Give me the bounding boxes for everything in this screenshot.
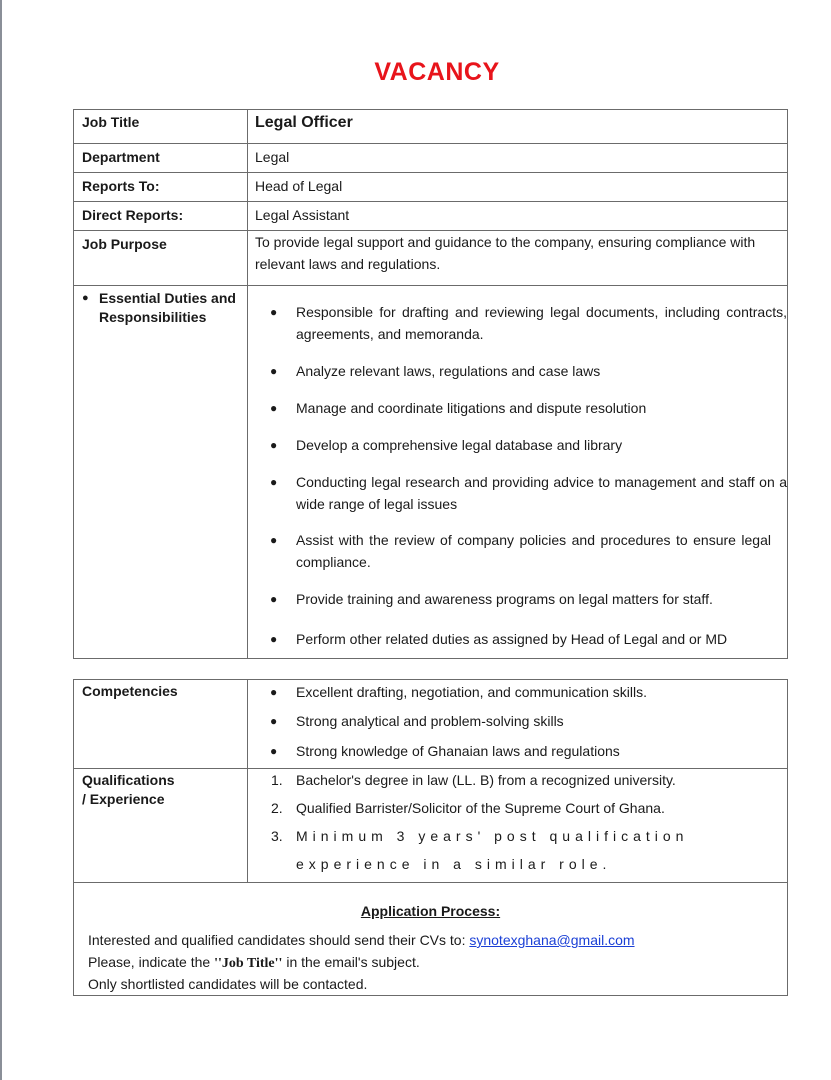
duty-text: Conducting legal research and providing advice to management and staff on a wide range of legal issues — [296, 474, 787, 512]
duty-text: Provide training and awareness programs on legal matters for staff. — [296, 591, 713, 607]
item-number: 2. — [271, 800, 283, 816]
qualification-text: Bachelor's degree in law (LL. B) from a recognized university. — [296, 772, 676, 788]
qualification-text: Qualified Barrister/Solicitor of the Supreme Court of Ghana. — [296, 800, 665, 816]
bullet-icon: ● — [270, 438, 278, 452]
application-line-3: Only shortlisted candidates will be contacted. — [88, 976, 368, 992]
subject-instruction-post: in the email's subject. — [282, 954, 420, 970]
bullet-icon: ● — [270, 305, 278, 319]
bullet-icon: ● — [270, 592, 278, 606]
table-row-reports-to — [74, 172, 787, 201]
competency-text: Excellent drafting, negotiation, and communication skills. — [296, 684, 647, 700]
duty-text: Analyze relevant laws, regulations and case laws — [296, 363, 601, 379]
bullet-icon: ● — [270, 632, 278, 646]
email-link[interactable]: synotexghana@gmail.com — [469, 932, 635, 948]
competency-text: Strong analytical and problem-solving skills — [296, 713, 564, 729]
table-row-job-title — [74, 110, 787, 138]
bullet-icon: ● — [270, 744, 278, 758]
competency-text: Strong knowledge of Ghanaian laws and regulations — [296, 743, 620, 759]
job-title-value: Legal Officer — [255, 114, 353, 131]
qualifications-label-line1: Qualifications — [82, 772, 175, 788]
item-number: 3. — [271, 828, 283, 844]
bullet-icon: ● — [270, 685, 278, 699]
table-row-job-purpose — [74, 230, 787, 285]
qualifications-label-line2: / Experience — [82, 791, 165, 807]
duty-text: Develop a comprehensive legal database and library — [296, 437, 623, 453]
table-row-department — [74, 143, 787, 172]
application-heading: Application Process: — [360, 903, 501, 919]
table-row-duties — [74, 285, 787, 658]
bullet-icon: ● — [270, 714, 278, 728]
bullet-icon: ● — [270, 401, 278, 415]
reports-to-label: Reports To: — [82, 178, 160, 194]
application-line-2 — [88, 952, 420, 974]
qualifications-label — [82, 771, 175, 809]
duty-text: Responsible for drafting and reviewing legal documents, including contracts, agreements, and memoranda. — [296, 304, 787, 342]
bullet-icon: ● — [270, 364, 278, 378]
application-instruction-text: Interested and qualified candidates should send their CVs to: — [88, 932, 470, 948]
duties-label-line2: Responsibilities — [99, 309, 207, 325]
job-purpose-label: Job Purpose — [82, 236, 167, 252]
job-title-emphasis: ''Job Title'' — [214, 956, 283, 971]
duties-label-line1: Essential Duties and — [99, 290, 236, 306]
competencies-label: Competencies — [82, 683, 178, 699]
job-details-table — [73, 109, 788, 659]
department-value: Legal — [255, 149, 290, 165]
application-line-1 — [88, 930, 635, 950]
bullet-icon: ● — [270, 533, 278, 547]
application-process-section — [74, 882, 787, 995]
job-title-label: Job Title — [82, 114, 140, 130]
direct-reports-value: Legal Assistant — [255, 207, 350, 223]
duties-label-bullet: ● — [82, 292, 89, 304]
reports-to-value: Head of Legal — [255, 178, 343, 194]
table-row-competencies — [74, 680, 787, 768]
duty-text: Assist with the review of company policies and procedures to ensure legal compliance. — [296, 532, 771, 570]
direct-reports-label: Direct Reports: — [82, 207, 184, 223]
requirements-table — [73, 679, 788, 996]
job-purpose-value: To provide legal support and guidance to the company, ensuring compliance with relevant laws and regulations. — [255, 234, 756, 272]
subject-instruction-pre: Please, indicate the — [88, 954, 215, 970]
duty-text: Perform other related duties as assigned by Head of Legal and or MD — [296, 631, 728, 647]
page-title: VACANCY — [374, 58, 500, 86]
department-label: Department — [82, 149, 160, 165]
qualification-text-continued: experience in a similar role. — [296, 856, 612, 872]
table-row-qualifications — [74, 768, 787, 883]
table-row-direct-reports — [74, 201, 787, 230]
bullet-icon: ● — [270, 475, 278, 489]
qualification-text: Minimum 3 years' post qualification — [296, 828, 689, 844]
page-left-edge — [0, 0, 2, 1080]
duty-text: Manage and coordinate litigations and dispute resolution — [296, 400, 647, 416]
item-number: 1. — [271, 772, 283, 788]
